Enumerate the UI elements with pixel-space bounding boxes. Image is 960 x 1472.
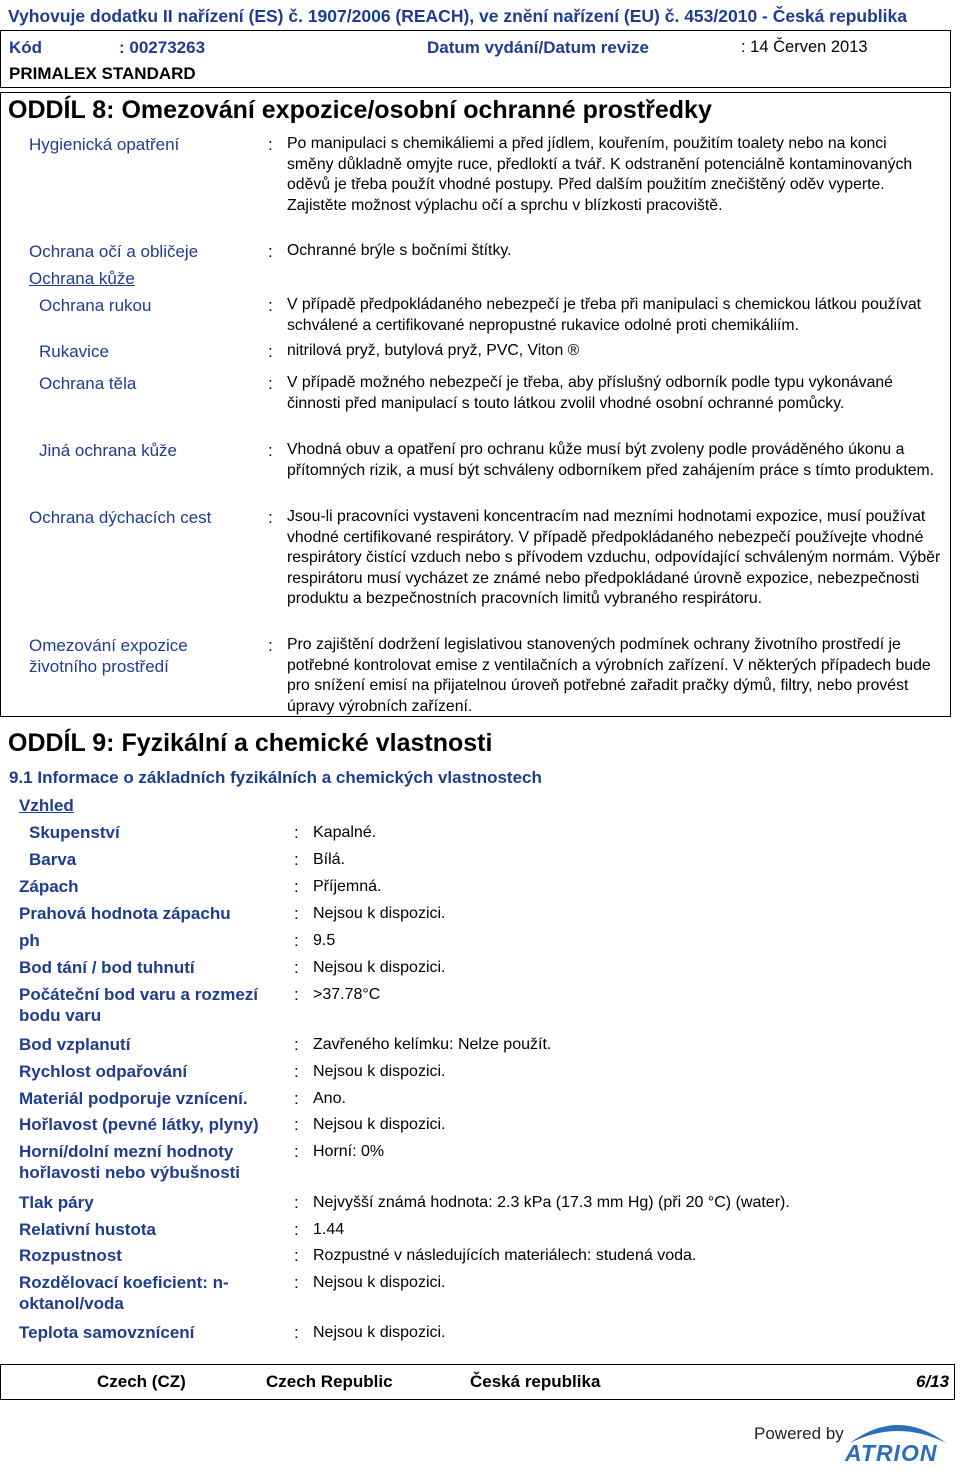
label-odor: Zápach xyxy=(19,877,79,896)
colon: : xyxy=(268,374,273,393)
label-body-protection: Ochrana těla xyxy=(39,374,137,393)
colon: : xyxy=(294,823,299,842)
value-supports-combustion: Ano. xyxy=(313,1090,346,1107)
colon: : xyxy=(268,508,273,527)
value-evaporation-rate: Nejsou k dispozici. xyxy=(313,1063,446,1080)
value-vapor-pressure: Nejvyšší známá hodnota: 2.3 kPa (17.3 mm Hg) (při 20 °C) (water). xyxy=(313,1194,790,1211)
footer-language: Czech (CZ) xyxy=(97,1372,186,1391)
colon: : xyxy=(294,1193,299,1212)
section-8-title: ODDÍL 8: Omezování expozice/osobní ochranné prostředky xyxy=(8,96,712,124)
value-melting-point: Nejsou k dispozici. xyxy=(313,959,446,976)
colon: : xyxy=(294,1089,299,1108)
value-color: Bílá. xyxy=(313,851,346,868)
value-respiratory-protection: Jsou-li pracovníci vystaveni koncentracím nad mezními hodnotami expozice, musí používat vhodné certifikované respirátory. V případě předpokládaného nebezpečí používejte vhodné respirátory čistící vzduch nebo s přívodem vzduchu, odpovídající schváleným normám. Výběr respirátoru musí vycházet ze známé nebo předpokládané úrovně expozice, nebezpečnosti produktu a bezpečnostních pracovních limitů vybraného respirátoru. xyxy=(287,508,941,607)
powered-by-text: Powered by xyxy=(754,1424,844,1443)
label-partition-coefficient: Rozdělovací koeficient: n-oktanol/voda xyxy=(19,1273,229,1313)
colon: : xyxy=(294,877,299,896)
label-eye-protection: Ochrana očí a obličeje xyxy=(29,242,199,261)
label-hand-protection: Ochrana rukou xyxy=(39,296,152,315)
value-explosive-limits: Horní: 0% xyxy=(313,1143,385,1160)
label-boiling-point: Počáteční bod varu a rozmezí bodu varu xyxy=(19,985,259,1025)
value-flash-point: Zavřeného kelímku: Nelze použít. xyxy=(313,1036,552,1053)
label-physical-state: Skupenství xyxy=(29,823,120,842)
value-solubility: Rozpustné v následujících materiálech: studená voda. xyxy=(313,1247,697,1264)
value-partition-coefficient: Nejsou k dispozici. xyxy=(313,1274,446,1291)
value-odor: Příjemná. xyxy=(313,878,382,895)
colon: : xyxy=(294,958,299,977)
footer-page-number: 6/13 xyxy=(916,1372,950,1391)
colon: : xyxy=(294,985,299,1004)
code-value: : 00273263 xyxy=(119,38,206,57)
colon: : xyxy=(268,296,273,315)
colon: : xyxy=(294,1220,299,1239)
colon: : xyxy=(294,904,299,923)
product-name: PRIMALEX STANDARD xyxy=(9,64,196,83)
value-autoignition-temperature: Nejsou k dispozici. xyxy=(313,1324,446,1341)
colon: : xyxy=(268,636,273,655)
label-vapor-pressure: Tlak páry xyxy=(19,1193,94,1212)
label-skin-protection: Ochrana kůže xyxy=(29,269,135,288)
colon: : xyxy=(294,850,299,869)
label-hygiene: Hygienická opatření xyxy=(29,135,180,154)
footer-country: Czech Republic xyxy=(266,1372,393,1391)
colon: : xyxy=(294,1323,299,1342)
code-label: Kód xyxy=(9,38,43,57)
label-respiratory-protection: Ochrana dýchacích cest xyxy=(29,508,212,527)
header-box xyxy=(0,30,951,88)
value-ph: 9.5 xyxy=(313,932,336,949)
colon: : xyxy=(268,342,273,361)
colon: : xyxy=(268,242,273,261)
value-hand-protection: V případě předpokládaného nebezpečí je třeba při manipulaci s chemickou látkou používat schválené a certifikované nepropustné rukavice odolné proti chemikáliím. xyxy=(287,296,922,334)
date-value: : 14 Červen 2013 xyxy=(741,38,868,56)
colon: : xyxy=(294,1115,299,1134)
colon: : xyxy=(294,1062,299,1081)
label-explosive-limits: Horní/dolní mezní hodnoty hořlavosti nebo výbušnosti xyxy=(19,1142,241,1182)
footer-country-local: Česká republika xyxy=(470,1372,601,1391)
label-other-skin-protection: Jiná ochrana kůže xyxy=(39,441,177,460)
label-relative-density: Relativní hustota xyxy=(19,1220,156,1239)
label-autoignition-temperature: Teplota samovznícení xyxy=(19,1323,195,1342)
label-supports-combustion: Materiál podporuje vznícení. xyxy=(19,1089,248,1108)
colon: : xyxy=(294,931,299,950)
value-environmental-exposure: Pro zajištění dodržení legislativou stanovených podmínek ochrany životního prostředí je potřebné kontrolovat emise z ventilačních a výrobních zařízení. V některých případech bude pro snížení emisí na přijatelnou úroveň potřebné zařadit pračky dýmů, filtry, nebo provést úpravy výrobních zařízení. xyxy=(287,636,931,715)
value-body-protection: V případě možného nebezpečí je třeba, aby příslušný odborník podle typu vykonávané činnosti před manipulací s touto látkou zvolil vhodné osobní ochranné pomůcky. xyxy=(287,374,893,412)
section-9-subtitle: 9.1 Informace o základních fyzikálních a chemických vlastnostech xyxy=(9,768,542,787)
value-eye-protection: Ochranné brýle s bočními štítky. xyxy=(287,242,512,259)
label-melting-point: Bod tání / bod tuhnutí xyxy=(19,958,195,977)
value-boiling-point: >37.78°C xyxy=(313,986,381,1003)
label-odor-threshold: Prahová hodnota zápachu xyxy=(19,904,231,923)
label-solubility: Rozpustnost xyxy=(19,1246,122,1265)
atrion-brand-text: ATRION xyxy=(845,1440,938,1466)
value-other-skin-protection: Vhodná obuv a opatření pro ochranu kůže musí být zvoleny podle prováděného úkonu a přítomných rizik, a musí být schváleny odborníkem před zahájením práce s tímto produktem. xyxy=(287,441,935,479)
colon: : xyxy=(268,135,273,154)
value-relative-density: 1.44 xyxy=(313,1221,345,1238)
colon: : xyxy=(294,1246,299,1265)
label-flash-point: Bod vzplanutí xyxy=(19,1035,131,1054)
label-appearance: Vzhled xyxy=(19,796,74,815)
colon: : xyxy=(294,1273,299,1292)
label-color: Barva xyxy=(29,850,77,869)
value-odor-threshold: Nejsou k dispozici. xyxy=(313,905,446,922)
date-label: Datum vydání/Datum revize xyxy=(427,38,650,57)
colon: : xyxy=(294,1142,299,1161)
label-environmental-exposure: Omezování expozice životního prostředí xyxy=(29,636,188,676)
label-flammability: Hořlavost (pevné látky, plyny) xyxy=(19,1115,259,1134)
label-gloves: Rukavice xyxy=(39,342,109,361)
section-9-title: ODDÍL 9: Fyzikální a chemické vlastnosti xyxy=(8,729,493,757)
value-flammability: Nejsou k dispozici. xyxy=(313,1116,446,1133)
regulation-line: Vyhovuje dodatku II nařízení (ES) č. 1907/2006 (REACH), ve znění nařízení (EU) č. 453/2010 - Česká republika xyxy=(8,6,907,26)
value-hygiene: Po manipulaci s chemikáliemi a před jídlem, kouřením, použitím toalety nebo na konci směny důkladně omyjte ruce, předloktí a tvář. K odstranění potenciálně kontaminovaných oděvů je třeba použít vhodné postupy. Před dalším použitím znečištěný oděv vyperte. Zajistěte možnost výplachu očí a sprchu v blízkosti pracoviště. xyxy=(287,135,913,214)
label-evaporation-rate: Rychlost odpařování xyxy=(19,1062,188,1081)
colon: : xyxy=(268,441,273,460)
colon: : xyxy=(294,1035,299,1054)
value-physical-state: Kapalné. xyxy=(313,824,377,841)
label-ph: ph xyxy=(19,931,40,950)
value-gloves: nitrilová pryž, butylová pryž, PVC, Viton ® xyxy=(287,342,580,359)
